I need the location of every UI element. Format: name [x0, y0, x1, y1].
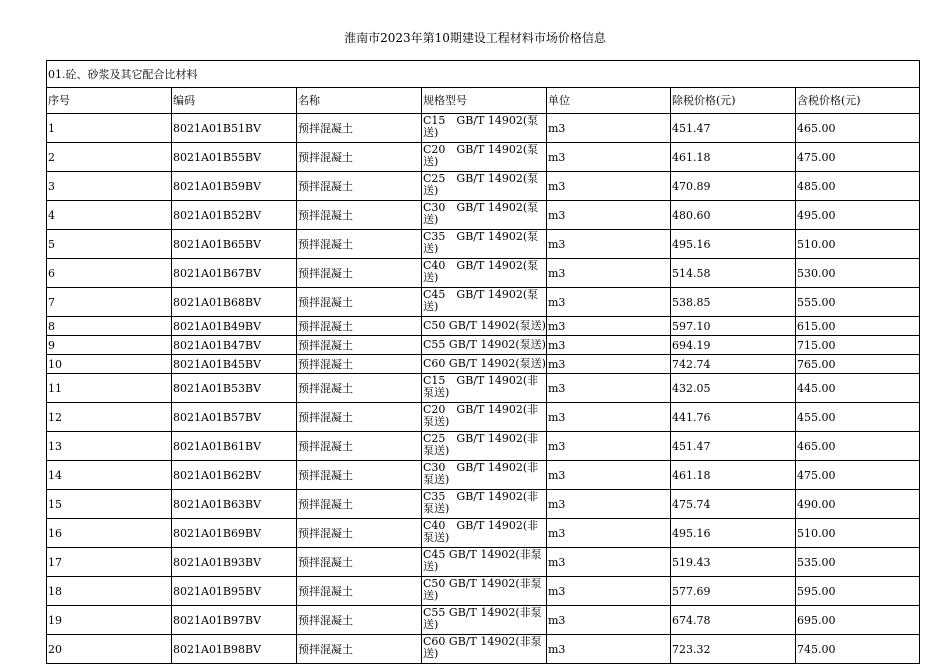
table-row: [47, 317, 920, 336]
cell-spec: C45 GB/T 14902(泵送): [422, 288, 547, 317]
cell-price-ex-tax: 577.69: [671, 577, 796, 606]
cell-spec: C40 GB/T 14902(泵送): [422, 259, 547, 288]
cell-name: 预拌混凝土: [297, 461, 422, 490]
cell-price-ex-tax: 538.85: [671, 288, 796, 317]
table-row: [47, 519, 920, 548]
column-header-price-inc-tax: 含税价格(元): [796, 88, 920, 114]
column-header-name: 名称: [297, 88, 422, 114]
cell-spec: C55 GB/T 14902(非泵送): [422, 606, 547, 635]
cell-code: 8021A01B47BV: [172, 336, 297, 355]
cell-spec: C20 GB/T 14902(非泵送): [422, 403, 547, 432]
cell-name: 预拌混凝土: [297, 519, 422, 548]
table-row: [47, 461, 920, 490]
cell-name: 预拌混凝土: [297, 114, 422, 143]
cell-price-ex-tax: 451.47: [671, 114, 796, 143]
cell-name: 预拌混凝土: [297, 432, 422, 461]
cell-price-inc-tax: 455.00: [796, 403, 920, 432]
cell-spec: C45 GB/T 14902(非泵送): [422, 548, 547, 577]
cell-spec: C35 GB/T 14902(非泵送): [422, 490, 547, 519]
cell-spec: C50 GB/T 14902(非泵送): [422, 577, 547, 606]
cell-code: 8021A01B53BV: [172, 374, 297, 403]
cell-no: 6: [47, 259, 172, 288]
cell-spec: C30 GB/T 14902(非泵送): [422, 461, 547, 490]
cell-code: 8021A01B62BV: [172, 461, 297, 490]
cell-spec: C25 GB/T 14902(非泵送): [422, 432, 547, 461]
table-row: [47, 288, 920, 317]
cell-code: 8021A01B61BV: [172, 432, 297, 461]
table-row: [47, 336, 920, 355]
cell-unit: m3: [547, 374, 671, 403]
table-row: [47, 490, 920, 519]
cell-spec: C20 GB/T 14902(泵送): [422, 143, 547, 172]
table-row: [47, 635, 920, 664]
table-row: [47, 355, 920, 374]
cell-price-ex-tax: 514.58: [671, 259, 796, 288]
cell-name: 预拌混凝土: [297, 172, 422, 201]
cell-price-ex-tax: 475.74: [671, 490, 796, 519]
cell-unit: m3: [547, 172, 671, 201]
cell-price-inc-tax: 475.00: [796, 461, 920, 490]
cell-unit: m3: [547, 201, 671, 230]
column-header-code: 编码: [172, 88, 297, 114]
cell-name: 预拌混凝土: [297, 355, 422, 374]
cell-price-ex-tax: 519.43: [671, 548, 796, 577]
cell-name: 预拌混凝土: [297, 317, 422, 336]
cell-price-inc-tax: 465.00: [796, 432, 920, 461]
cell-no: 17: [47, 548, 172, 577]
cell-code: 8021A01B57BV: [172, 403, 297, 432]
cell-price-ex-tax: 674.78: [671, 606, 796, 635]
cell-no: 16: [47, 519, 172, 548]
cell-unit: m3: [547, 317, 671, 336]
cell-no: 15: [47, 490, 172, 519]
cell-no: 19: [47, 606, 172, 635]
cell-name: 预拌混凝土: [297, 548, 422, 577]
cell-unit: m3: [547, 336, 671, 355]
cell-spec: C15 GB/T 14902(泵送): [422, 114, 547, 143]
cell-price-inc-tax: 595.00: [796, 577, 920, 606]
cell-price-inc-tax: 745.00: [796, 635, 920, 664]
cell-name: 预拌混凝土: [297, 230, 422, 259]
price-table: [46, 60, 920, 664]
cell-price-inc-tax: 495.00: [796, 201, 920, 230]
cell-no: 18: [47, 577, 172, 606]
cell-unit: m3: [547, 288, 671, 317]
cell-price-ex-tax: 461.18: [671, 461, 796, 490]
cell-spec: C50 GB/T 14902(泵送): [422, 317, 547, 336]
cell-no: 5: [47, 230, 172, 259]
cell-spec: C15 GB/T 14902(非泵送): [422, 374, 547, 403]
table-row: [47, 230, 920, 259]
table-row: [47, 374, 920, 403]
cell-unit: m3: [547, 432, 671, 461]
table-row: [47, 432, 920, 461]
table-row: [47, 259, 920, 288]
cell-price-inc-tax: 615.00: [796, 317, 920, 336]
cell-price-ex-tax: 470.89: [671, 172, 796, 201]
cell-name: 预拌混凝土: [297, 374, 422, 403]
cell-price-ex-tax: 461.18: [671, 143, 796, 172]
cell-code: 8021A01B65BV: [172, 230, 297, 259]
cell-price-ex-tax: 451.47: [671, 432, 796, 461]
cell-name: 预拌混凝土: [297, 606, 422, 635]
section-title: 01.砼、砂浆及其它配合比材料: [47, 61, 920, 88]
cell-price-inc-tax: 535.00: [796, 548, 920, 577]
cell-name: 预拌混凝土: [297, 490, 422, 519]
cell-code: 8021A01B97BV: [172, 606, 297, 635]
column-header-no: 序号: [47, 88, 172, 114]
cell-price-ex-tax: 432.05: [671, 374, 796, 403]
cell-price-inc-tax: 510.00: [796, 519, 920, 548]
cell-price-ex-tax: 495.16: [671, 519, 796, 548]
cell-code: 8021A01B59BV: [172, 172, 297, 201]
cell-code: 8021A01B63BV: [172, 490, 297, 519]
table-row: [47, 201, 920, 230]
column-header-unit: 单位: [547, 88, 671, 114]
column-header-spec: 规格型号: [422, 88, 547, 114]
cell-price-ex-tax: 597.10: [671, 317, 796, 336]
cell-spec: C25 GB/T 14902(泵送): [422, 172, 547, 201]
cell-unit: m3: [547, 519, 671, 548]
cell-no: 1: [47, 114, 172, 143]
cell-price-ex-tax: 480.60: [671, 201, 796, 230]
cell-spec: C35 GB/T 14902(泵送): [422, 230, 547, 259]
cell-unit: m3: [547, 606, 671, 635]
cell-price-inc-tax: 555.00: [796, 288, 920, 317]
cell-name: 预拌混凝土: [297, 635, 422, 664]
cell-unit: m3: [547, 403, 671, 432]
cell-name: 预拌混凝土: [297, 577, 422, 606]
cell-price-inc-tax: 485.00: [796, 172, 920, 201]
cell-price-ex-tax: 742.74: [671, 355, 796, 374]
cell-unit: m3: [547, 230, 671, 259]
cell-spec: C60 GB/T 14902(非泵送): [422, 635, 547, 664]
section-header-row: [47, 61, 920, 88]
cell-no: 14: [47, 461, 172, 490]
cell-price-inc-tax: 490.00: [796, 490, 920, 519]
cell-name: 预拌混凝土: [297, 201, 422, 230]
cell-price-ex-tax: 441.76: [671, 403, 796, 432]
cell-no: 2: [47, 143, 172, 172]
cell-price-inc-tax: 475.00: [796, 143, 920, 172]
cell-unit: m3: [547, 490, 671, 519]
cell-name: 预拌混凝土: [297, 336, 422, 355]
cell-code: 8021A01B95BV: [172, 577, 297, 606]
table-row: [47, 403, 920, 432]
cell-price-ex-tax: 694.19: [671, 336, 796, 355]
cell-no: 4: [47, 201, 172, 230]
cell-name: 预拌混凝土: [297, 288, 422, 317]
column-header-row: [47, 88, 920, 114]
cell-spec: C30 GB/T 14902(泵送): [422, 201, 547, 230]
cell-no: 10: [47, 355, 172, 374]
cell-spec: C60 GB/T 14902(泵送): [422, 355, 547, 374]
table-row: [47, 606, 920, 635]
cell-code: 8021A01B98BV: [172, 635, 297, 664]
cell-code: 8021A01B49BV: [172, 317, 297, 336]
cell-price-inc-tax: 765.00: [796, 355, 920, 374]
cell-no: 20: [47, 635, 172, 664]
cell-name: 预拌混凝土: [297, 403, 422, 432]
cell-code: 8021A01B68BV: [172, 288, 297, 317]
cell-code: 8021A01B52BV: [172, 201, 297, 230]
table-row: [47, 114, 920, 143]
table-row: [47, 172, 920, 201]
cell-unit: m3: [547, 461, 671, 490]
table-row: [47, 577, 920, 606]
cell-price-inc-tax: 445.00: [796, 374, 920, 403]
cell-no: 13: [47, 432, 172, 461]
column-header-price-ex-tax: 除税价格(元): [671, 88, 796, 114]
cell-unit: m3: [547, 355, 671, 374]
table-row: [47, 548, 920, 577]
cell-no: 3: [47, 172, 172, 201]
cell-unit: m3: [547, 548, 671, 577]
table-row: [47, 143, 920, 172]
cell-price-ex-tax: 495.16: [671, 230, 796, 259]
cell-no: 12: [47, 403, 172, 432]
cell-price-inc-tax: 465.00: [796, 114, 920, 143]
cell-code: 8021A01B67BV: [172, 259, 297, 288]
cell-code: 8021A01B55BV: [172, 143, 297, 172]
cell-code: 8021A01B45BV: [172, 355, 297, 374]
cell-code: 8021A01B93BV: [172, 548, 297, 577]
cell-unit: m3: [547, 259, 671, 288]
cell-no: 8: [47, 317, 172, 336]
cell-name: 预拌混凝土: [297, 259, 422, 288]
cell-code: 8021A01B69BV: [172, 519, 297, 548]
cell-spec: C40 GB/T 14902(非泵送): [422, 519, 547, 548]
cell-no: 9: [47, 336, 172, 355]
cell-price-inc-tax: 695.00: [796, 606, 920, 635]
cell-code: 8021A01B51BV: [172, 114, 297, 143]
cell-unit: m3: [547, 114, 671, 143]
cell-no: 11: [47, 374, 172, 403]
cell-unit: m3: [547, 635, 671, 664]
cell-price-ex-tax: 723.32: [671, 635, 796, 664]
cell-unit: m3: [547, 143, 671, 172]
cell-name: 预拌混凝土: [297, 143, 422, 172]
cell-price-inc-tax: 530.00: [796, 259, 920, 288]
cell-price-inc-tax: 510.00: [796, 230, 920, 259]
cell-no: 7: [47, 288, 172, 317]
cell-price-inc-tax: 715.00: [796, 336, 920, 355]
cell-spec: C55 GB/T 14902(泵送): [422, 336, 547, 355]
page-title: 淮南市2023年第10期建设工程材料市场价格信息: [344, 31, 606, 45]
cell-unit: m3: [547, 577, 671, 606]
